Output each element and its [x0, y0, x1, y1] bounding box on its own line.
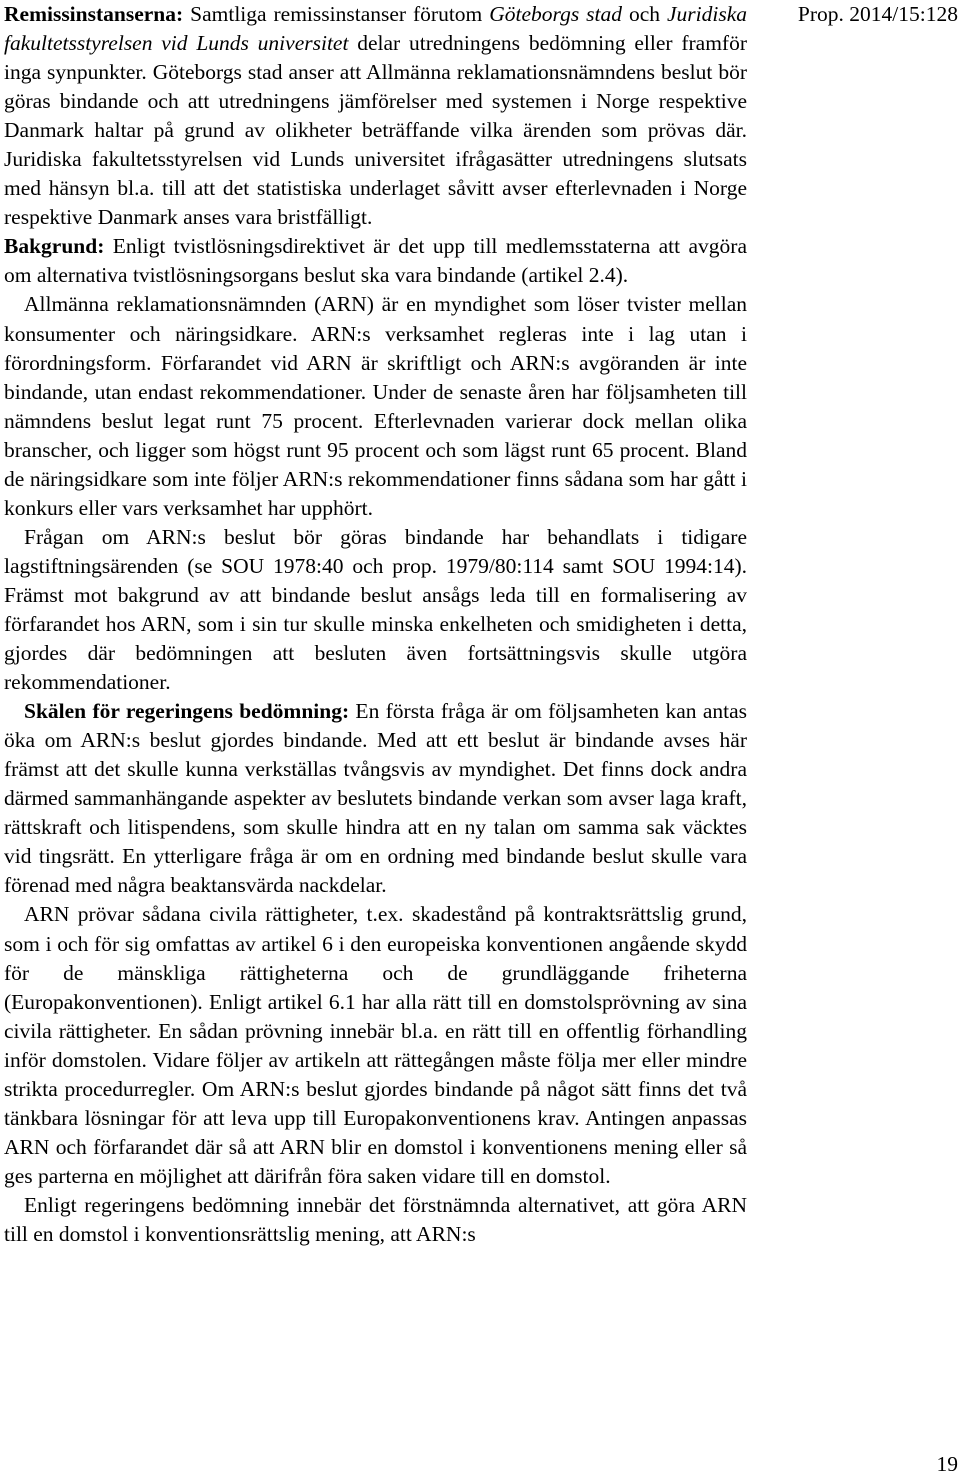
remiss-italic-goteborg: Göteborgs stad [489, 2, 623, 26]
page-number: 19 [936, 1452, 958, 1476]
remiss-text-3: delar utredningens bedömning eller framför inga synpunkter. Göteborgs stad anser att Allmänna reklamationsnämndens beslut bör göras bindande och att utredningens jämförelser med systemen i Norge respektive Danmark haltar på grund av olikheter beträffande vilka ärenden som prövas där. Juridiska fakultetsstyrelsen vid Lunds universitet ifrågasätter utredningens slutsats med hänsyn bl.a. till att det statistiska underlaget såvitt avser efterlevnaden i Norge respektive Danmark anses vara bristfälligt. [4, 31, 747, 230]
proposition-reference: Prop. 2014/15:128 [797, 2, 958, 26]
paragraph-arn: Allmänna reklamationsnämnden (ARN) är en myndighet som löser tvister mellan konsumenter och näringsidkare. ARN:s verksamhet regleras inte i lag utan i förordningsform. Förfarandet vid ARN är skriftligt och ARN:s avgöranden är inte bindande, utan endast rekommendationer. Under de senaste åren har följsamheten till nämndens beslut legat runt 75 procent. Efterlevnaden varierar dock mellan olika branscher, och ligger som högst runt 95 procent och som lägst runt 65 procent. Bland de näringsidkare som inte följer ARN:s rekommendationer finns sådana som har gått i konkurs eller vars verksamhet har upphört. [4, 292, 747, 520]
document-body [4, 0, 747, 1249]
paragraph-arn-provar: ARN prövar sådana civila rättigheter, t.ex. skadestånd på kontraktsrättslig grund, som i och för sig omfattas av artikel 6 i den europeiska konventionen angående skydd för de mänskliga rättigheterna och de grundläggande friheterna (Europakonventionen). Enligt artikel 6.1 har alla rätt till en domstolsprövning av sina civila rättigheter. En sådan prövning innebär bl.a. en rätt till en offentlig förhandling inför domstolen. Vidare följer av artikeln att rättegången måste följa mer eller mindre strikta procedurregler. Om ARN:s beslut gjordes bindande på något sätt finns det två tänkbara lösningar för att leva upp till Europakonventionens krav. Antingen anpassas ARN och förfarandet där så att ARN blir en domstol i konventionens mening eller så ges parterna en möjlighet att därifrån föra saken vidare till en domstol. [4, 902, 747, 1188]
bakgrund-label: Bakgrund: [4, 234, 105, 259]
bakgrund-text: Enligt tvistlösningsdirektivet är det upp till medlemsstaterna att avgöra om alternativa tvistlösningsorgans beslut ska vara bindande (artikel 2.4). [4, 234, 747, 288]
skalen-text: En första fråga är om följsamheten kan antas öka om ARN:s beslut gjordes bindande. Med att ett beslut är bindande avses här främst att det skulle kunna verkställas tvångsvis av myndighet. Det finns dock andra därmed sammanhängande aspekter av beslutets bindande verkan som avser laga kraft, rättskraft och litispendens, som skulle hindra att en ny talan om samma sak väcktes vid tingsrätt. En ytterligare fråga är om en ordning med bindande beslut skulle vara förenad med några beaktansvärda nackdelar. [4, 699, 748, 898]
paragraph-fragan: Frågan om ARN:s beslut bör göras bindande har behandlats i tidigare lagstiftningsärenden (se SOU 1978:40 och prop. 1979/80:114 samt SOU 1994:14). Främst mot bakgrund av att bindande beslut ansågs leda till en formalisering av förfarandet hos ARN, som i sin tur skulle minska enkelheten och smidigheten i detta, gjordes där bedömningen att besluten även fortsättningsvis skulle utgöra rekommendationer. [4, 524, 747, 695]
remiss-text-1: Samtliga remissinstanser förutom [183, 2, 490, 26]
paragraph-skalen [4, 697, 747, 900]
paragraph-enligt: Enligt regeringens bedömning innebär det förstnämnda alternativet, att göra ARN till en domstol i konventionsrättslig mening, att ARN:s [4, 1192, 747, 1246]
remiss-text-2: och [622, 2, 667, 26]
skalen-label: Skälen för regeringens bedömning: [24, 699, 350, 724]
paragraph-remissinstanserna [4, 0, 747, 232]
paragraph-bakgrund [4, 232, 747, 290]
remissinstanserna-label: Remissinstanserna: [4, 2, 184, 26]
remiss-italic-juridiska: Juridiska fakultetsstyrelsen vid Lunds universitet [4, 2, 748, 56]
